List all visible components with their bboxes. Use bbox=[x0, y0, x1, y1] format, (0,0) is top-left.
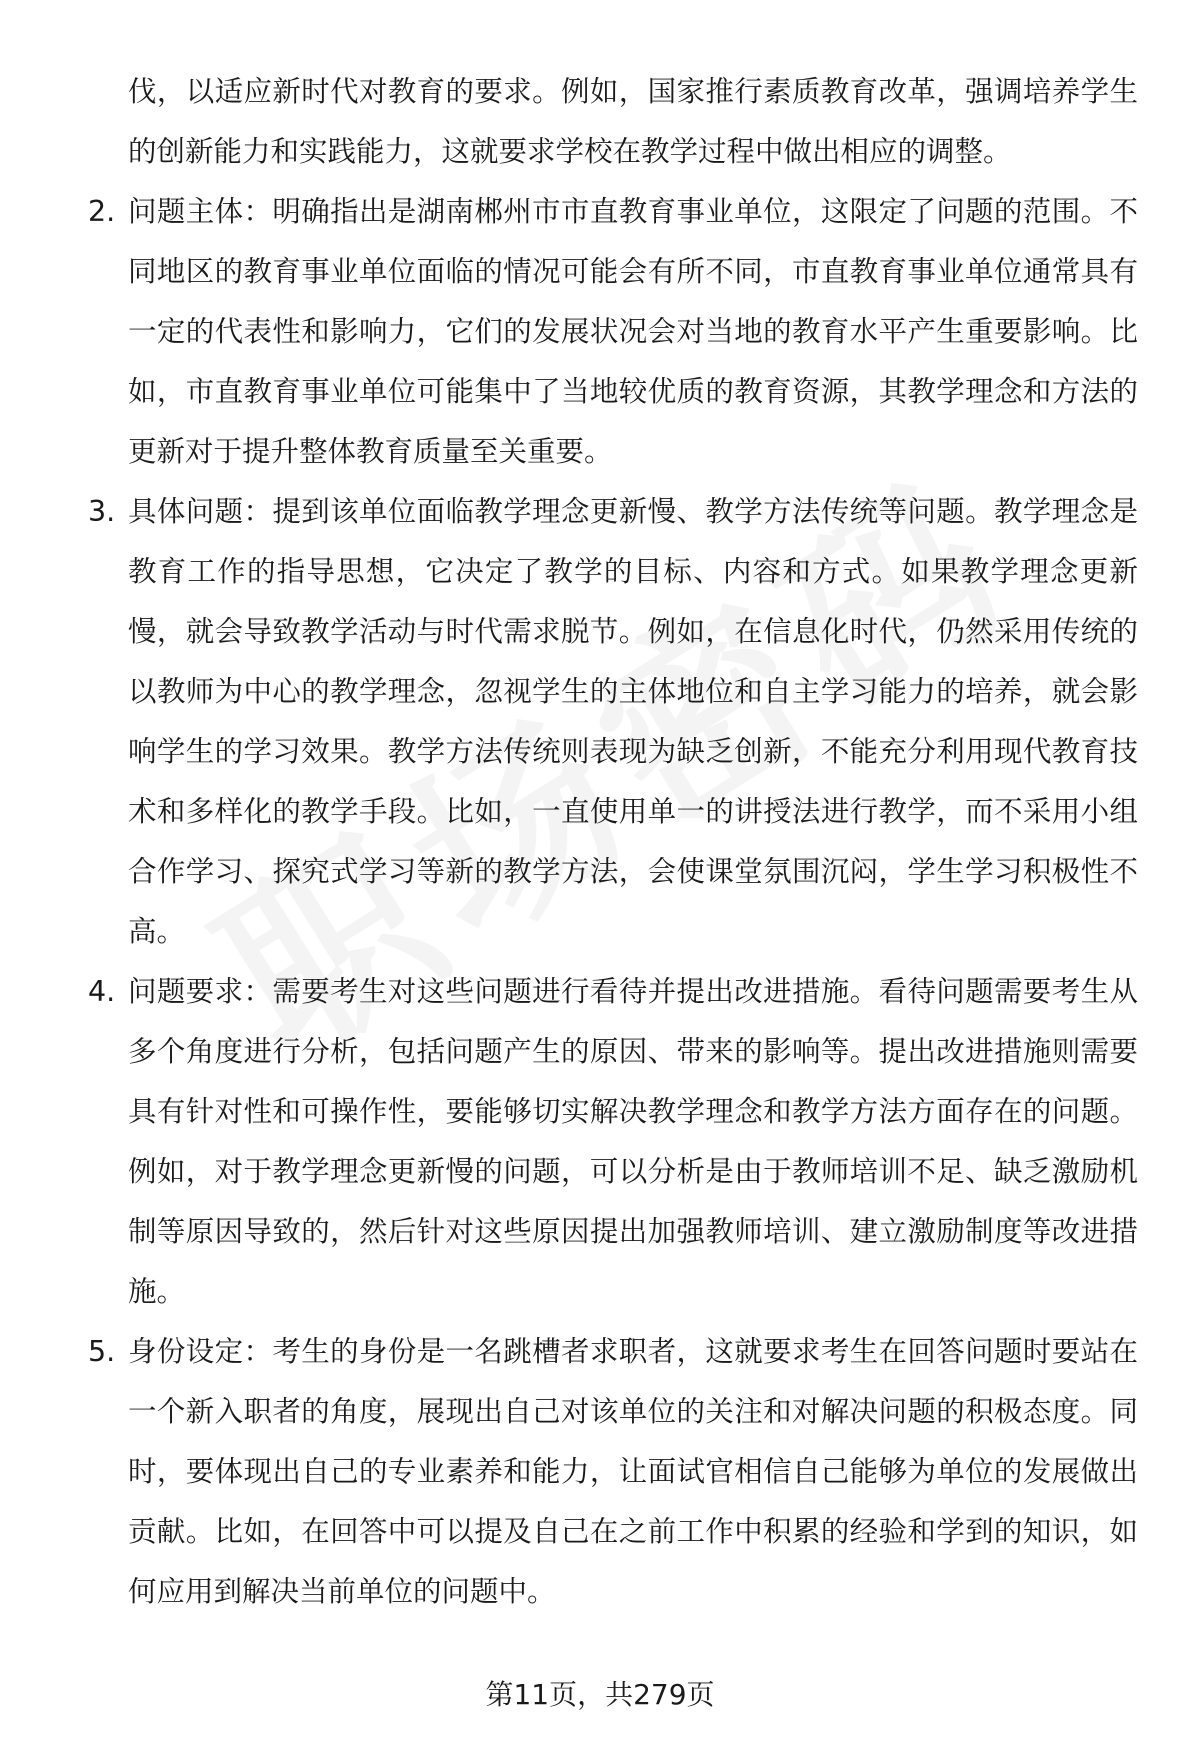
list-item bbox=[88, 1322, 1138, 1622]
intro-paragraph: 伐，以适应新时代对教育的要求。例如，国家推行素质教育改革，强调培养学生的创新能力和实践能力，这就要求学校在教学过程中做出相应的调整。 bbox=[128, 75, 1138, 168]
page-footer: 第11页，共279页 bbox=[485, 1678, 715, 1711]
document-body bbox=[88, 62, 1138, 1622]
list-item-number: 3. bbox=[88, 495, 116, 528]
list-item bbox=[88, 482, 1138, 962]
list-item-number: 5. bbox=[88, 1335, 116, 1368]
list-item-text: 具体问题：提到该单位面临教学理念更新慢、教学方法传统等问题。教学理念是教育工作的指导思想，它决定了教学的目标、内容和方式。如果教学理念更新慢，就会导致教学活动与时代需求脱节。例如，在信息化时代，仍然采用传统的以教师为中心的教学理念，忽视学生的主体地位和自主学习能力的培养，就会影响学生的学习效果。教学方法传统则表现为缺乏创新，不能充分利用现代教育技术和多样化的教学手段。比如，一直使用单一的讲授法进行教学，而不采用小组合作学习、探究式学习等新的教学方法，会使课堂氛围沉闷，学生学习积极性不高。 bbox=[128, 495, 1138, 948]
list-item-number: 4. bbox=[88, 975, 116, 1008]
list-item-number: 2. bbox=[88, 195, 116, 228]
list-item-text: 身份设定：考生的身份是一名跳槽者求职者，这就要求考生在回答问题时要站在一个新入职者的角度，展现出自己对该单位的关注和对解决问题的积极态度。同时，要体现出自己的专业素养和能力，让面试官相信自己能够为单位的发展做出贡献。比如，在回答中可以提及自己在之前工作中积累的经验和学到的知识，如何应用到解决当前单位的问题中。 bbox=[128, 1335, 1138, 1608]
list-item bbox=[88, 962, 1138, 1322]
list-item bbox=[88, 182, 1138, 482]
list-item-text: 问题要求：需要考生对这些问题进行看待并提出改进措施。看待问题需要考生从多个角度进行分析，包括问题产生的原因、带来的影响等。提出改进措施则需要具有针对性和可操作性，要能够切实解决教学理念和教学方法方面存在的问题。例如，对于教学理念更新慢的问题，可以分析是由于教师培训不足、缺乏激励机制等原因导致的，然后针对这些原因提出加强教师培训、建立激励制度等改进措施。 bbox=[128, 975, 1138, 1308]
list-item-text: 问题主体：明确指出是湖南郴州市市直教育事业单位，这限定了问题的范围。不同地区的教育事业单位面临的情况可能会有所不同，市直教育事业单位通常具有一定的代表性和影响力，它们的发展状况会对当地的教育水平产生重要影响。比如，市直教育事业单位可能集中了当地较优质的教育资源，其教学理念和方法的更新对于提升整体教育质量至关重要。 bbox=[128, 195, 1138, 468]
